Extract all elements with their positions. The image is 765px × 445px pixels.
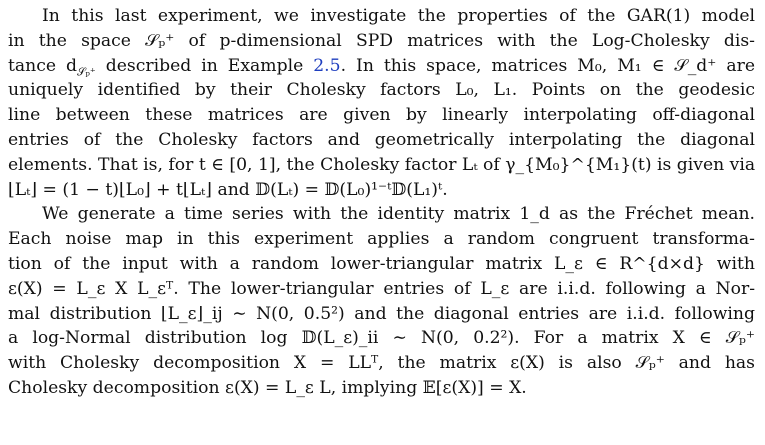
text-line-content: . In this space, matrices M₀, M₁ ∈ 𝒮_d⁺ are <box>340 55 755 76</box>
text-line-content: Each noise map in this experiment applies a random congruent transforma- <box>8 229 755 250</box>
text-line-content: We generate a time series with the identity matrix 1_d as the Fréchet mean. <box>42 204 755 225</box>
text-line-content: line between these matrices are given by linearly interpolating off-diagonal <box>8 105 755 126</box>
text-line-content: in the space 𝒮ₚ⁺ of p-dimensional SPD matrices with the Log-Cholesky dis- <box>8 30 755 51</box>
text-line-content: a log-Normal distribution log 𝔻(L_ε)_ii ∼ N(0, 0.2²). For a matrix X ∈ 𝒮ₚ⁺ <box>8 328 755 349</box>
paragraph-gar-model <box>8 4 755 202</box>
example-reference-link[interactable]: 2.5 <box>313 55 341 76</box>
text-line <box>8 252 755 277</box>
text-line <box>8 4 755 29</box>
text-line-content: described in Example <box>95 55 314 76</box>
text-line-content: uniquely identified by their Cholesky factors L₀, L₁. Points on the geodesic <box>8 80 755 101</box>
paragraph-time-series <box>8 202 755 400</box>
text-line <box>8 326 755 351</box>
text-line-content: tion of the input with a random lower-triangular matrix L_ε ∈ R^{d×d} with <box>8 253 755 274</box>
text-line <box>8 351 755 376</box>
text-line <box>8 302 755 327</box>
text-line-content: In this last experiment, we investigate the properties of the GAR(1) model <box>42 6 755 26</box>
text-line <box>8 227 755 252</box>
text-line <box>8 29 755 54</box>
text-line-content: ε(X) = L_ε X L_εᵀ. The lower-triangular entries of L_ε are i.i.d. following a Nor- <box>8 278 755 299</box>
text-line <box>8 54 755 79</box>
text-line <box>8 78 755 103</box>
text-line-content: ⌊Lₜ⌋ = (1 − t)⌊L₀⌋ + t⌊Lₜ⌋ and 𝔻(Lₜ) = 𝔻(L₀)¹⁻ᵗ𝔻(L₁)ᵗ. <box>8 179 448 200</box>
text-line-content: elements. That is, for t ∈ [0, 1], the Cholesky factor Lₜ of γ_{M₀}^{M₁}(t) is given via <box>8 154 756 175</box>
distance-subscript: 𝒮ₚ⁺ <box>77 65 96 79</box>
text-line <box>8 178 755 203</box>
text-line-content: entries of the Cholesky factors and geometrically interpolating the diagonal <box>8 129 755 150</box>
text-line <box>8 376 755 401</box>
text-line-content: Cholesky decomposition ε(X) = L_ε L, implying 𝔼[ε(X)] = X. <box>8 377 527 398</box>
text-line <box>8 277 755 302</box>
text-line <box>8 103 755 128</box>
text-line-content: with Cholesky decomposition X = LLᵀ, the matrix ε(X) is also 𝒮ₚ⁺ and has <box>8 353 755 374</box>
text-line-content: tance d <box>8 55 78 76</box>
text-line <box>8 128 755 153</box>
text-line-content: mal distribution ⌊L_ε⌋_ij ∼ N(0, 0.5²) and the diagonal entries are i.i.d. following <box>8 303 755 324</box>
text-line <box>8 153 755 178</box>
text-line <box>8 202 755 227</box>
